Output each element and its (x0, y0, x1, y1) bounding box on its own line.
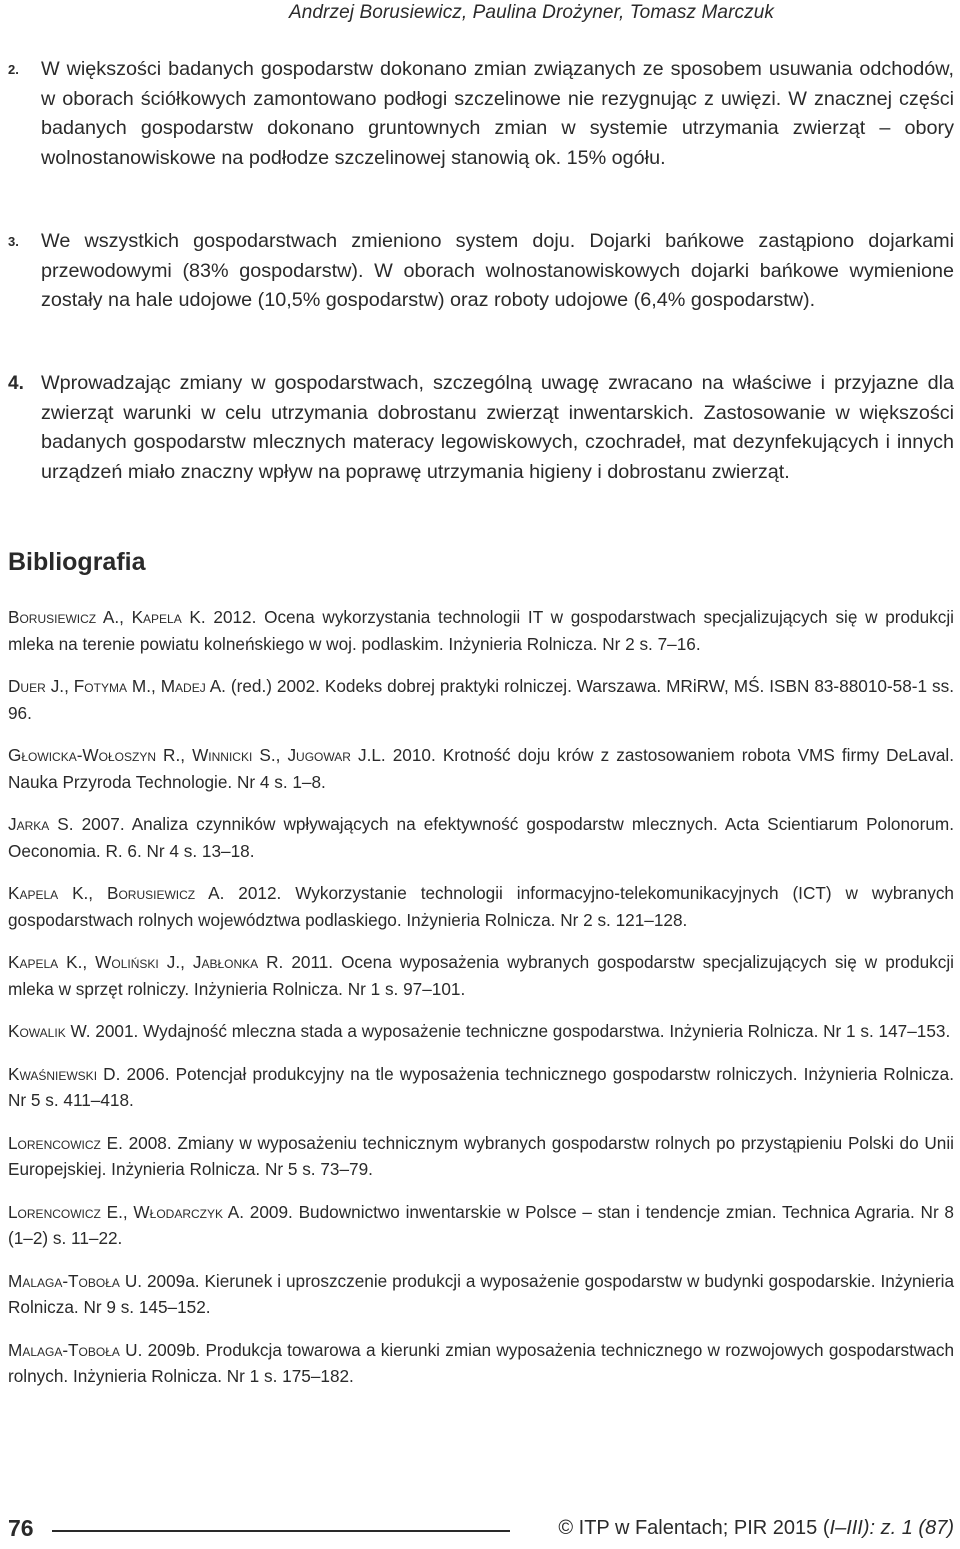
reference-authors: Jarka S. (8, 814, 74, 834)
reference-details: 2008. Zmiany w wyposażeniu technicznym wybranych gospodarstw rolnych po przystąpieniu Polski do Unii Europejskiej. Inżynieria Rolnicza. Nr 5 s. 73–79. (8, 1132, 954, 1179)
reference-details: 2010. Krotność doju krów z zastosowaniem robota VMS firmy DeLaval. Nauka Przyroda Technologie. Nr 4 s. 1–8. (8, 745, 954, 792)
reference-entry (8, 1018, 954, 1045)
reference-authors: Duer J., Fotyma M., Madej A. (8, 676, 226, 696)
bibliography-heading: Bibliografia (8, 548, 146, 576)
reference-details: 2012. Ocena wykorzystania technologii IT w gospodarstwach specjalizujących się w produkcji mleka na terenie powiatu kolneńskiego w woj. podlaskim. Inżynieria Rolnicza. Nr 2 s. 7–16. (8, 607, 955, 654)
reference-entry (8, 1337, 954, 1390)
footer-rule (52, 1530, 510, 1532)
reference-authors: Malaga-Toboła U. (8, 1270, 143, 1291)
reference-entry (8, 811, 954, 864)
reference-authors: Głowicka-Wołoszyn R., Winnicki S., Jugowar J.L. (8, 745, 386, 765)
reference-authors: Kapela K., Woliński J., Jabłonka R. (8, 952, 284, 972)
journal-citation-text: © ITP w Falentach; PIR 2015 ( (558, 1517, 830, 1539)
reference-details: 2009a. Kierunek i uproszczenie produkcji a wyposażenie gospodarstw w budynki gospodarskie. Inżynieria Rolnicza. Nr 9 s. 145–152. (8, 1270, 954, 1317)
conclusion-text: W większości badanych gospodarstw dokonano zmian związanych ze sposobem usuwania odchodów, w oborach ściółkowych zamontowano podłogi szczelinowe nie rezygnując z uwięzi. W znacznej części badanych gospodarstw dokonano gruntownych zmian w systemie utrzymania zwierząt – obory wolnostanowiskowe na podłodze szczelinowej stanowią ok. 15% ogółu. (41, 58, 954, 169)
reference-entry (8, 742, 954, 795)
reference-authors: Kapela K., Borusiewicz A. (8, 883, 225, 903)
reference-details: 2007. Analiza czynników wpływających na efektywność gospodarstw mlecznych. Acta Scientiarum Polonorum. Oeconomia. R. 6. Nr 4 s. 13–18. (8, 814, 954, 861)
journal-citation (558, 1517, 954, 1540)
conclusion-item (8, 369, 954, 487)
reference-entry (8, 949, 954, 1002)
reference-entry (8, 673, 954, 726)
reference-authors: Borusiewicz A., Kapela K. (8, 607, 206, 627)
conclusion-item (8, 227, 954, 316)
reference-entry (8, 604, 954, 657)
journal-issue: I–III): z. 1 (87) (829, 1517, 954, 1539)
bibliography-list (8, 604, 954, 1406)
reference-entry (8, 1268, 954, 1321)
reference-authors: Lorencowicz E., Włodarczyk A. (8, 1201, 245, 1222)
reference-details: 2006. Potencjał produkcyjny na tle wyposażenia technicznego gospodarstw rolniczych. Inżynieria Rolnicza. Nr 5 s. 411–418. (8, 1063, 954, 1110)
reference-entry (8, 1199, 954, 1252)
conclusion-number: 2. (8, 62, 19, 77)
reference-entry (8, 1061, 954, 1114)
reference-details: 2011. Ocena wyposażenia wybranych gospodarstw specjalizujących się w produkcji mleka w sprzęt rolniczy. Inżynieria Rolnicza. Nr 1 s. 97–101. (8, 952, 954, 999)
page-number: 76 (8, 1515, 34, 1541)
reference-authors: Lorencowicz E. (8, 1132, 123, 1153)
conclusion-item (8, 55, 954, 173)
running-header-authors: Andrzej Borusiewicz, Paulina Drożyner, Tomasz Marczuk (288, 2, 774, 23)
reference-authors: Kwaśniewski D. (8, 1063, 121, 1084)
reference-details: (red.) 2002. Kodeks dobrej praktyki rolniczej. Warszawa. MRiRW, MŚ. ISBN 83-88010-58-1 ss. 96. (8, 676, 954, 723)
reference-details: 2001. Wydajność mleczna stada a wyposażenie techniczne gospodarstwa. Inżynieria Rolnicza. Nr 1 s. 147–153. (90, 1021, 951, 1041)
reference-details: 2009b. Produkcja towarowa a kierunki zmian wyposażenia technicznego w rozwojowych gospodarstwach rolnych. Inżynieria Rolnicza. Nr 1 s. 175–182. (8, 1339, 955, 1386)
page-footer (0, 1515, 960, 1545)
reference-authors: Malaga-Toboła U. (8, 1339, 143, 1360)
reference-authors: Kowalik W. (8, 1021, 91, 1041)
conclusion-text: We wszystkich gospodarstwach zmieniono system doju. Dojarki bańkowe zastąpiono dojarkami przewodowymi (83% gospodarstw). W oborach wolnostanowiskowych dojarki bańkowe wymienione zostały na hale udojowe (10,5% gospodarstw) oraz roboty udojowe (6,4% gospodarstw). (41, 230, 954, 311)
conclusion-number: 4. (8, 373, 24, 394)
reference-entry (8, 1130, 954, 1183)
conclusion-number: 3. (8, 234, 19, 249)
reference-entry (8, 880, 954, 933)
reference-details: 2012. Wykorzystanie technologii informacyjno-telekomunikacyjnych (ICT) w wybranych gospodarstwach rolnych województwa podlaskiego. Inżynieria Rolnicza. Nr 2 s. 121–128. (8, 883, 954, 930)
conclusion-text: Wprowadzając zmiany w gospodarstwach, szczególną uwagę zwracano na właściwe i przyjazne dla zwierząt warunki w celu utrzymania dobrostanu zwierząt inwentarskich. Zastosowanie w większości badanych gospodarstw mlecznych materacy legowiskowych, czochradeł, mat dezynfekujących i innych urządzeń miało znaczny wpływ na poprawę utrzymania higieny i dobrostanu zwierząt. (41, 372, 954, 483)
reference-details: 2009. Budownictwo inwentarskie w Polsce – stan i tendencje zmian. Technica Agraria. Nr 8 (1–2) s. 11–22. (8, 1201, 954, 1248)
